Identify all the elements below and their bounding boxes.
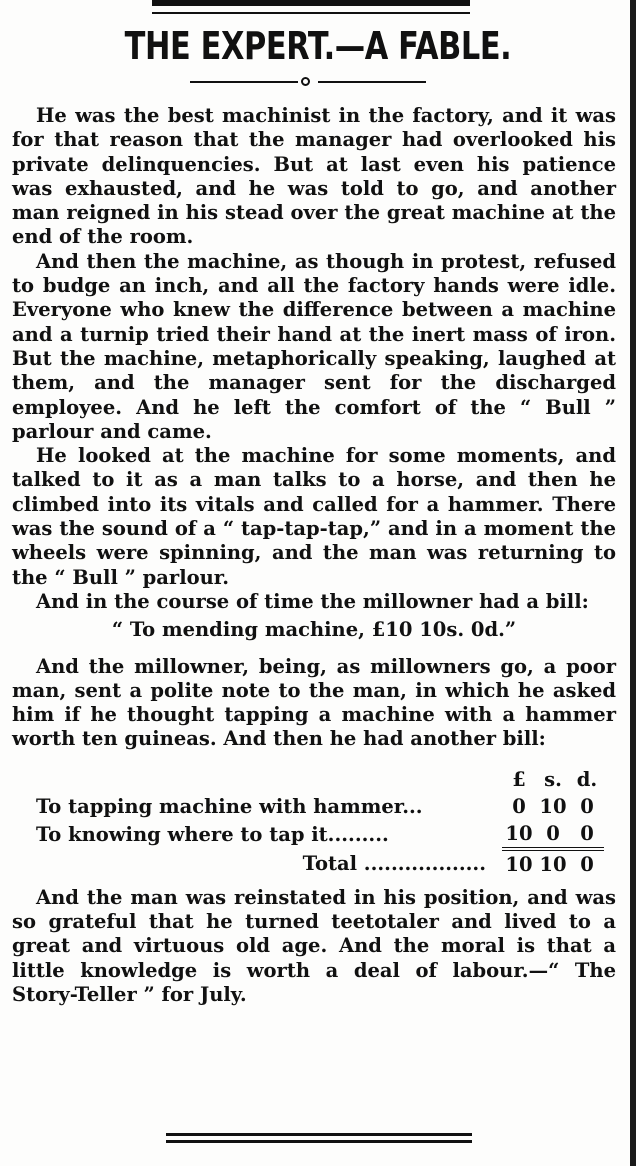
account-item-shillings: 10 (539, 794, 567, 818)
article-body (12, 104, 616, 1007)
paragraph-1: He was the best machinist in the factory, and it was for that reason that the manager had overlooked his private delinquencies. But at last even his patience was exhausted, and he was told to go, and another man reigned in his stead over the great machine at the end of the room. (12, 104, 616, 249)
account-total-pounds: 10 (502, 849, 536, 878)
account-item-desc: To knowing where to tap it......... (36, 822, 389, 846)
bottom-rule (166, 1133, 472, 1143)
account-item-desc: To tapping machine with hammer... (36, 794, 423, 818)
shillings-header: s. (544, 767, 562, 791)
paragraph-4: And in the course of time the millowner had a bill: (36, 589, 589, 613)
account-header-row (36, 766, 604, 793)
account-item-pounds: 10 (505, 821, 533, 845)
column-rule (630, 0, 636, 1166)
account-total-label: Total .................. (302, 851, 486, 875)
title-ornament (190, 76, 426, 88)
next-article-fragment (30, 1160, 480, 1166)
account-item-pence: 0 (580, 794, 594, 818)
paragraph-2: And then the machine, as though in protest, refused to budge an inch, and all the factory hands were idle. Everyone who knew the difference between a machine and a turnip tried their hand at the inert mass of iron. But the machine, metaphorically speaking, laughed at them, and the manager sent for the discharged employee. And he left the comfort of the “ Bull ” parlour and came. (12, 249, 616, 443)
account-total-pence: 0 (570, 849, 604, 878)
first-bill-line: “ To mending machine, £10 10s. 0d.” (111, 618, 517, 642)
pounds-header: £ (512, 767, 526, 791)
account-item-shillings: 0 (546, 821, 560, 845)
account-row (36, 793, 604, 820)
pence-header: d. (576, 767, 598, 791)
account-row (36, 820, 604, 849)
account-total-row (36, 849, 604, 878)
top-rule (152, 0, 470, 14)
account-item-pence: 0 (580, 821, 594, 845)
paragraph-3: He looked at the machine for some moments, and talked to it as a man talks to a horse, and then he climbed into its vitals and called for a hammer. There was the sound of a “ tap-tap-tap,” and in a moment the wheels were spinning, and the man was returning to the “ Bull ” parlour. (12, 444, 616, 589)
account-table (36, 766, 604, 878)
closing-paragraph: And the man was reinstated in his position, and was so grateful that he turned teetotaler and lived to a great and virtuous old age. And the moral is that a little knowledge is worth a deal of labour.—“ The Story-Teller ” for July. (12, 885, 616, 1006)
account-total-shillings: 10 (536, 849, 570, 878)
account-item-pounds: 0 (512, 794, 526, 818)
article-title: THE EXPERT.—A FABLE. (124, 24, 512, 68)
paragraph-5: And the millowner, being, as millowners go, a poor man, sent a polite note to the man, in which he asked him if he thought tapping a machine with a hammer worth ten guineas. And then he had another bill: (12, 654, 616, 751)
